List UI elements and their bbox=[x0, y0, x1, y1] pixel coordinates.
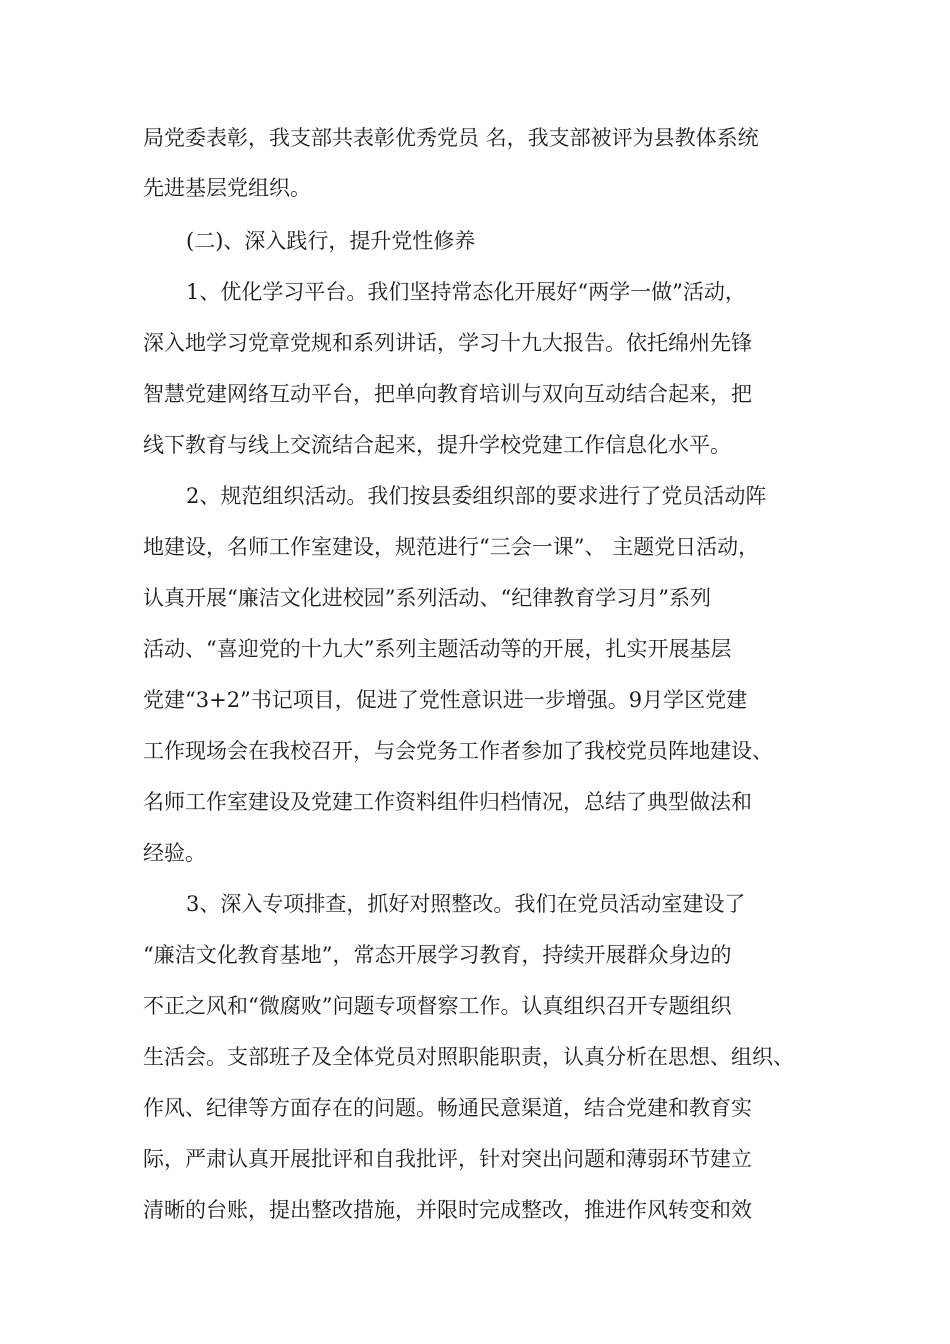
text-line: 工作现场会在我校召开，与会党务工作者参加了我校党员阵地建设、 bbox=[143, 739, 773, 763]
text-line: 2、规范组织活动。我们按县委组织部的要求进行了党员活动阵 bbox=[186, 484, 767, 508]
text-line: 智慧党建网络互动平台，把单向教育培训与双向互动结合起来，把 bbox=[143, 382, 752, 406]
text-line: 生活会。支部班子及全体党员对照职能职责，认真分析在思想、组织、 bbox=[143, 1045, 794, 1069]
text-line: 认真开展“廉洁文化进校园”系列活动、“纪律教育学习月”系列 bbox=[143, 586, 711, 610]
text-line: 党建“3+2”书记项目，促进了党性意识进一步增强。9月学区党建 bbox=[143, 688, 748, 712]
text-line: 清晰的台账，提出整改措施，并限时完成整改，推进作风转变和效 bbox=[143, 1198, 752, 1222]
text-line: 地建设，名师工作室建设，规范进行“三会一课”、 主题党日活动， bbox=[143, 535, 760, 559]
text-line: 线下教育与线上交流结合起来，提升学校党建工作信息化水平。 bbox=[143, 433, 731, 457]
text-line: “廉洁文化教育基地”，常态开展学习教育，持续开展群众身边的 bbox=[143, 943, 732, 967]
text-line: 作风、纪律等方面存在的问题。畅通民意渠道，结合党建和教育实 bbox=[143, 1096, 752, 1120]
text-line: 际，严肃认真开展批评和自我批评，针对突出问题和薄弱环节建立 bbox=[143, 1147, 752, 1171]
text-line: 活动、“喜迎党的十九大”系列主题活动等的开展，扎实开展基层 bbox=[143, 637, 732, 661]
text-line: 先进基层党组织。 bbox=[143, 176, 311, 200]
text-line: 1、优化学习平台。我们坚持常态化开展好“两学一做”活动， bbox=[186, 280, 746, 304]
text-line: 名师工作室建设及党建工作资料组件归档情况，总结了典型做法和 bbox=[143, 790, 752, 814]
text-line: 局党委表彰，我支部共表彰优秀党员 名，我支部被评为县教体系统 bbox=[143, 126, 759, 150]
text-line: 3、深入专项排查，抓好对照整改。我们在党员活动室建设了 bbox=[186, 892, 746, 916]
text-line: 经验。 bbox=[143, 841, 206, 865]
section-heading: (二)、深入践行，提升党性修养 bbox=[186, 229, 476, 253]
text-line: 深入地学习党章党规和系列讲话，学习十九大报告。依托绵州先锋 bbox=[143, 331, 752, 355]
text-line: 不正之风和“微腐败”问题专项督察工作。认真组织召开专题组织 bbox=[143, 994, 732, 1018]
